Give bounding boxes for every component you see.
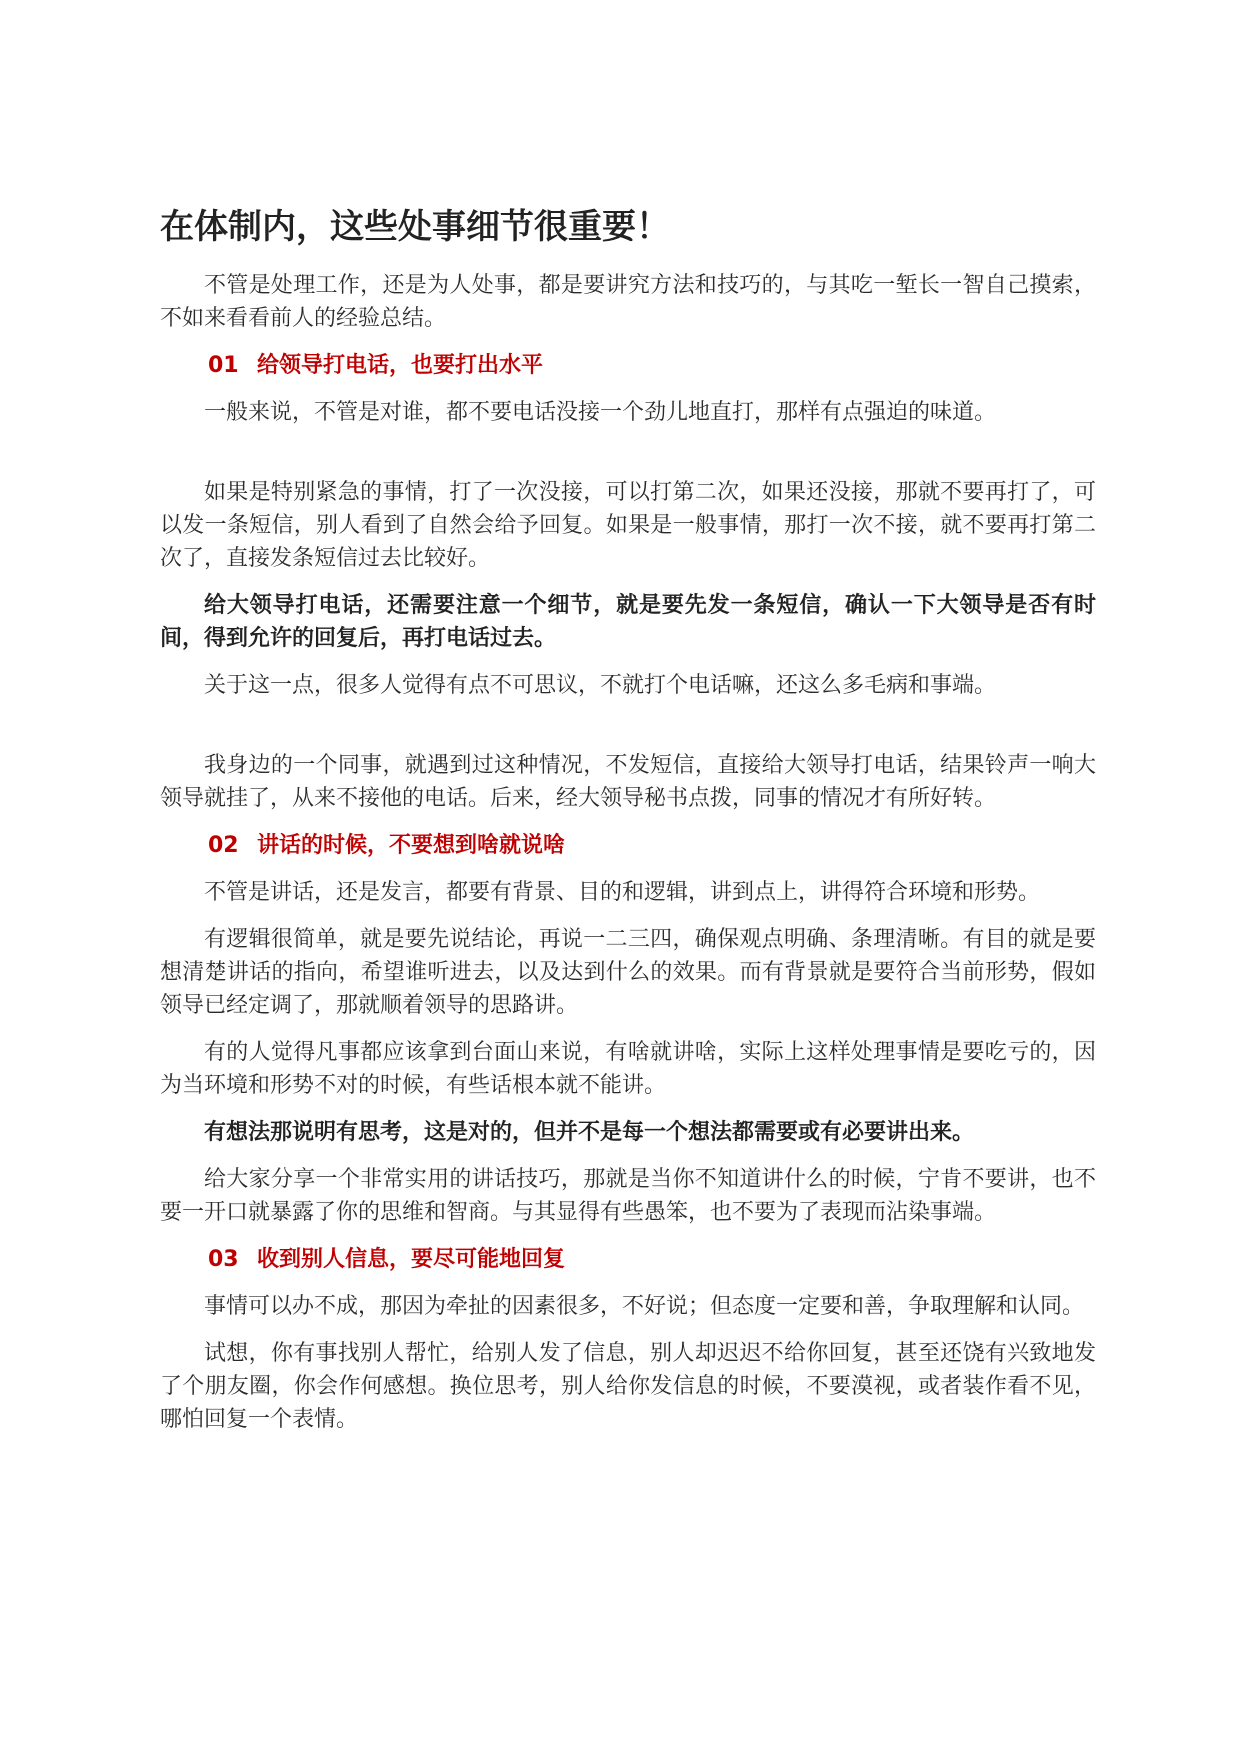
section-title: 收到别人信息，要尽可能地回复 — [257, 1247, 566, 1272]
paragraph: 有逻辑很简单，就是要先说结论，再说一二三四，确保观点明确、条理清晰。有目的就是要想清楚讲话的指向，希望谁听进去，以及达到什么的效果。而有背景就是要符合当前形势，假如领导已经定调了，那就顺着领导的思路讲。 — [160, 927, 1096, 1018]
bold-paragraph: 给大领导打电话，还需要注意一个细节，就是要先发一条短信，确认一下大领导是否有时间，得到允许的回复后，再打电话过去。 — [160, 593, 1096, 651]
section-heading-02 — [208, 829, 1096, 862]
document-page — [160, 205, 1096, 1450]
bold-paragraph: 有想法那说明有思考，这是对的，但并不是每一个想法都需要或有必要讲出来。 — [204, 1120, 975, 1145]
section-number: 02 — [208, 833, 239, 858]
section-title: 给领导打电话，也要打出水平 — [257, 353, 544, 378]
document-title: 在体制内，这些处事细节很重要！ — [160, 207, 670, 247]
paragraph: 给大家分享一个非常实用的讲话技巧，那就是当你不知道讲什么的时候，宁肯不要讲，也不要一开口就暴露了你的思维和智商。与其显得有些愚笨，也不要为了表现而沾染事端。 — [160, 1167, 1096, 1225]
section-title: 讲话的时候，不要想到啥就说啥 — [257, 833, 566, 858]
paragraph: 如果是特别紧急的事情，打了一次没接，可以打第二次，如果还没接，那就不要再打了，可以发一条短信，别人看到了自然会给予回复。如果是一般事情，那打一次不接，就不要再打第二次了，直接发条短信过去比较好。 — [160, 480, 1096, 571]
section-number: 03 — [208, 1247, 239, 1272]
section-number: 01 — [208, 353, 239, 378]
paragraph: 关于这一点，很多人觉得有点不可思议，不就打个电话嘛，还这么多毛病和事端。 — [204, 673, 997, 698]
paragraph: 我身边的一个同事，就遇到过这种情况，不发短信，直接给大领导打电话，结果铃声一响大领导就挂了，从来不接他的电话。后来，经大领导秘书点拨，同事的情况才有所好转。 — [160, 753, 1096, 811]
section-heading-03 — [208, 1243, 1096, 1276]
paragraph: 不管是讲话，还是发言，都要有背景、目的和逻辑，讲到点上，讲得符合环境和形势。 — [204, 880, 1041, 905]
intro-paragraph: 不管是处理工作，还是为人处事，都是要讲究方法和技巧的，与其吃一堑长一智自己摸索，不如来看看前人的经验总结。 — [160, 273, 1096, 331]
paragraph: 一般来说，不管是对谁，都不要电话没接一个劲儿地直打，那样有点强迫的味道。 — [204, 400, 997, 425]
paragraph: 事情可以办不成，那因为牵扯的因素很多，不好说；但态度一定要和善，争取理解和认同。 — [204, 1294, 1085, 1319]
paragraph: 试想，你有事找别人帮忙，给别人发了信息，别人却迟迟不给你回复，甚至还饶有兴致地发了个朋友圈，你会作何感想。换位思考，别人给你发信息的时候，不要漠视，或者装作看不见，哪怕回复一个表情。 — [160, 1341, 1096, 1432]
paragraph: 有的人觉得凡事都应该拿到台面山来说，有啥就讲啥，实际上这样处理事情是要吃亏的，因为当环境和形势不对的时候，有些话根本就不能讲。 — [160, 1040, 1096, 1098]
section-heading-01 — [208, 349, 1096, 382]
